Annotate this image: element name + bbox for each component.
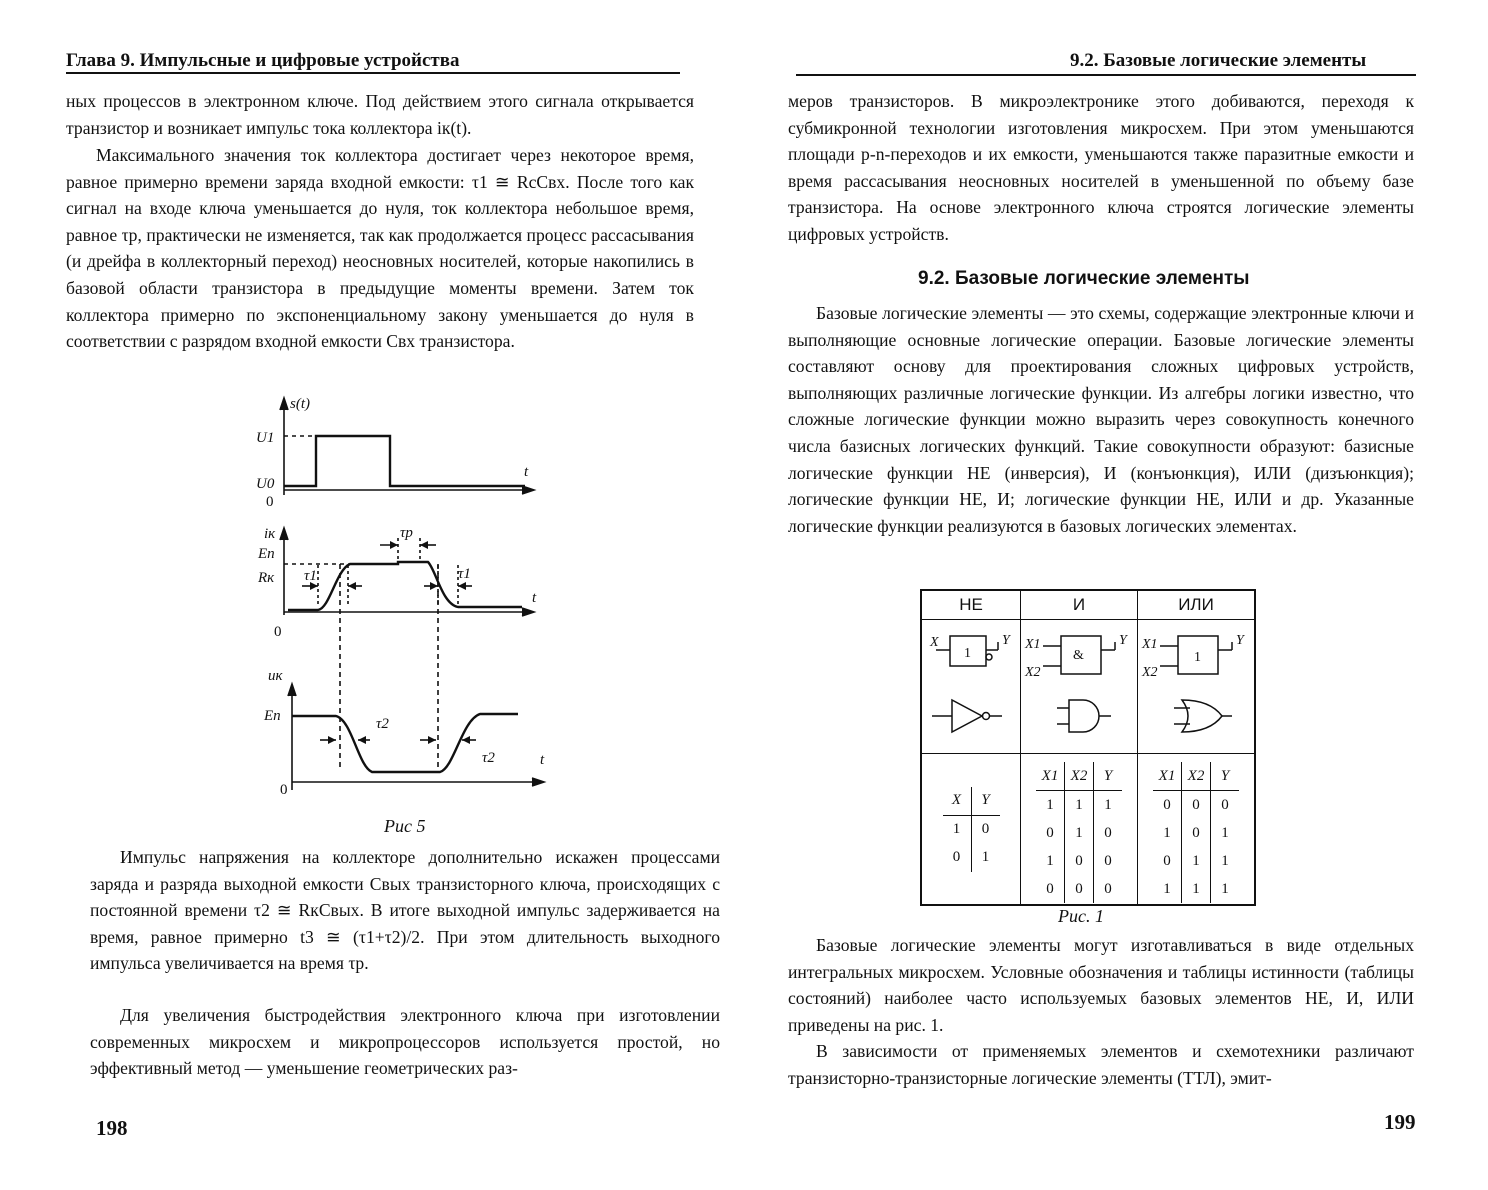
or-tt-cell: 1 (1182, 875, 1211, 903)
and-truth-table (1036, 762, 1122, 903)
label-zero-2: 0 (274, 624, 282, 640)
or-tt-header: X1 (1153, 762, 1182, 791)
and-tt-cell: 0 (1036, 819, 1065, 847)
not-truth-table-cell (921, 754, 1021, 906)
label-uk: uк (268, 668, 283, 684)
and-tt-cell: 1 (1065, 819, 1094, 847)
or-tt-cell: 1 (1153, 819, 1182, 847)
and-input2-label: X2 (1025, 665, 1041, 680)
and-truth-table-cell (1021, 754, 1138, 906)
label-zero-1: 0 (266, 494, 274, 510)
column-header-or: ИЛИ (1138, 590, 1256, 620)
and-gate-symbols (1021, 620, 1137, 748)
or-input1-label: X1 (1142, 637, 1158, 652)
right-page (744, 0, 1488, 1190)
or-tt-cell: 1 (1221, 852, 1229, 869)
and-tt-header: X2 (1065, 762, 1094, 791)
or-tt-cell: 0 (1182, 791, 1211, 820)
left-paragraph-3: Импульс напряжения на коллекторе дополнительно искажен процессами заряда и разряда выходной емкости Cвых транзисторного ключа, происходящих с постоянной времени τ2 ≅ RкCвых. В итоге выходной импульс задерживается на время, равное примерно t3 ≅ (τ1+τ2)/2. При этом длительность выходного импульса увеличивается на время τр. (90, 847, 720, 974)
or-tt-cell: 1 (1153, 875, 1182, 903)
and-tt-cell: 0 (1104, 880, 1112, 897)
label-en-2: Eп (264, 708, 281, 724)
and-tt-cell: 1 (1065, 791, 1094, 820)
figure-5-caption: Рис 5 (384, 816, 426, 836)
not-tt-header-x: X (943, 787, 972, 816)
and-tt-cell: 0 (1104, 824, 1112, 841)
left-paragraph-2: Максимального значения ток коллектора достигает через некоторое время, равное примерно времени заряда входной емкости: τ1 ≅ RcCвх. После того как сигнал на входе ключа уменьшается до нуля, ток коллектора небольшое время, равное τр, практически не изменяется, так как продолжается процесс рассасывания (и дрейфа в коллекторный переход) неосновных носителей, которые накопились в базовой области транзистора в предыдущие моменты времени. Затем ток коллектора примерно по экспоненциальному закону уменьшается до нуля в соответствии с разрядом входной емкости Cвх транзистора. (66, 145, 694, 352)
not-gate-sign: 1 (964, 646, 971, 661)
label-en-1: Eп (258, 546, 275, 562)
not-gate-symbols (922, 620, 1020, 748)
label-ik: iк (264, 526, 276, 542)
right-page-number: 199 (1384, 1110, 1416, 1134)
label-taup: τр (400, 525, 413, 541)
label-tau2-b: τ2 (482, 750, 495, 766)
and-tt-cell: 1 (1036, 847, 1065, 875)
and-output-label: Y (1119, 633, 1127, 648)
left-page-number: 198 (96, 1116, 128, 1140)
label-t-3: t (540, 752, 545, 768)
and-tt-cell: 0 (1036, 875, 1065, 903)
right-paragraph-2: Базовые логические элементы — это схемы, содержащие электронные ключи и выполняющие основные логические операции. Базовые логические элементы составляют основу для проектирования сложных цифровых устройств, выполняющих различные логические функции. Из алгебры логики известно, что сложные логические функции можно выразить через совокупность конечного числа базисных логических функций. Такие совокупности образуют: базисные логические функции НЕ (инверсия), И (конъюнкция), ИЛИ (дизъюнкция); логические функции НЕ, И; логические функции НЕ, ИЛИ и др. Указанные логические функции реализуются в базовых логических элементах. (788, 303, 1414, 536)
not-symbols-cell (921, 620, 1021, 754)
or-gate-symbols (1138, 620, 1254, 748)
or-tt-cell: 0 (1153, 791, 1182, 820)
figure-5-timing-diagram (240, 390, 570, 810)
and-tt-cell: 1 (1104, 796, 1112, 813)
column-header-not: НЕ (921, 590, 1021, 620)
or-tt-cell: 0 (1153, 847, 1182, 875)
label-tau2-a: τ2 (376, 716, 389, 732)
label-tau1-a: τ1 (304, 568, 317, 584)
right-paragraph-1: меров транзисторов. В микроэлектронике этого добиваются, переходя к субмикронной технологии изготовления микросхем. При этом уменьшаются площади p-n-переходов и их емкости, уменьшаются также паразитные емкости и время рассасывания неосновных носителей в уменьшенной по объему базе транзистора. На основе электронного ключа строятся логические элементы цифровых устройств. (788, 91, 1414, 244)
label-t-1: t (524, 464, 529, 480)
not-tt-cell: 0 (943, 844, 972, 872)
label-zero-3: 0 (280, 782, 288, 798)
or-tt-cell: 1 (1221, 880, 1229, 897)
left-header-rule (66, 72, 680, 74)
or-tt-cell: 1 (1221, 824, 1229, 841)
or-input2-label: X2 (1142, 665, 1158, 680)
not-truth-table (943, 787, 1000, 872)
and-tt-cell: 0 (1065, 847, 1094, 875)
left-paragraph-4: Для увеличения быстродействия электронного ключа при изготовлении современных микросхем и микропроцессоров используется простой, но эффективный метод — уменьшение геометрических раз- (90, 1005, 720, 1079)
or-truth-table-cell (1138, 754, 1256, 906)
label-s-t: s(t) (290, 396, 310, 412)
right-running-header: 9.2. Базовые логические элементы (1070, 50, 1367, 71)
logic-elements-table (920, 589, 1256, 906)
not-output-label: Y (1002, 633, 1010, 648)
or-tt-cell: 1 (1182, 847, 1211, 875)
column-header-and: И (1021, 590, 1138, 620)
and-tt-header: X1 (1036, 762, 1065, 791)
and-gate-sign: & (1073, 648, 1084, 663)
section-title: 9.2. Базовые логические элементы (918, 268, 1250, 289)
label-u1: U1 (256, 430, 275, 446)
not-tt-header-y: Y (971, 787, 1000, 816)
and-tt-header: Y (1094, 762, 1123, 791)
and-tt-cell: 0 (1065, 875, 1094, 903)
not-input-label: X (930, 635, 939, 650)
right-paragraph-3: Базовые логические элементы могут изготавливаться в виде отдельных интегральных микросхем. Условные обозначения и таблицы истинности (таблицы состояний) наиболее часто используемых базовых элементов НЕ, И, ИЛИ приведены на рис. 1. (788, 935, 1414, 1035)
and-input1-label: X1 (1025, 637, 1041, 652)
left-paragraph-1: ных процессов в электронном ключе. Под действием этого сигнала открывается транзистор и возникает импульс тока коллектора iк(t). (66, 91, 694, 138)
or-tt-header: X2 (1182, 762, 1211, 791)
right-header-rule (796, 74, 1416, 76)
and-symbols-cell (1021, 620, 1138, 754)
not-tt-cell: 0 (981, 821, 990, 837)
or-gate-sign: 1 (1194, 650, 1201, 665)
or-tt-cell: 0 (1182, 819, 1211, 847)
right-paragraph-4: В зависимости от применяемых элементов и схемотехники различают транзисторно-транзисторные логические элементы (ТТЛ), эмит- (788, 1041, 1414, 1088)
or-symbols-cell (1138, 620, 1256, 754)
or-truth-table (1153, 762, 1239, 903)
not-tt-cell: 1 (981, 849, 990, 865)
and-tt-cell: 0 (1104, 852, 1112, 869)
or-output-label: Y (1236, 633, 1244, 648)
not-tt-cell: 1 (943, 815, 972, 844)
and-tt-cell: 1 (1036, 791, 1065, 820)
figure-1-caption: Рис. 1 (1058, 906, 1104, 926)
or-tt-cell: 0 (1221, 796, 1229, 813)
label-u0: U0 (256, 476, 275, 492)
label-t-2: t (532, 590, 537, 606)
label-rk: Rк (258, 570, 275, 586)
label-tau1-b: τ1 (458, 566, 471, 582)
or-tt-header: Y (1211, 762, 1240, 791)
left-running-header: Глава 9. Импульсные и цифровые устройства (66, 50, 460, 71)
